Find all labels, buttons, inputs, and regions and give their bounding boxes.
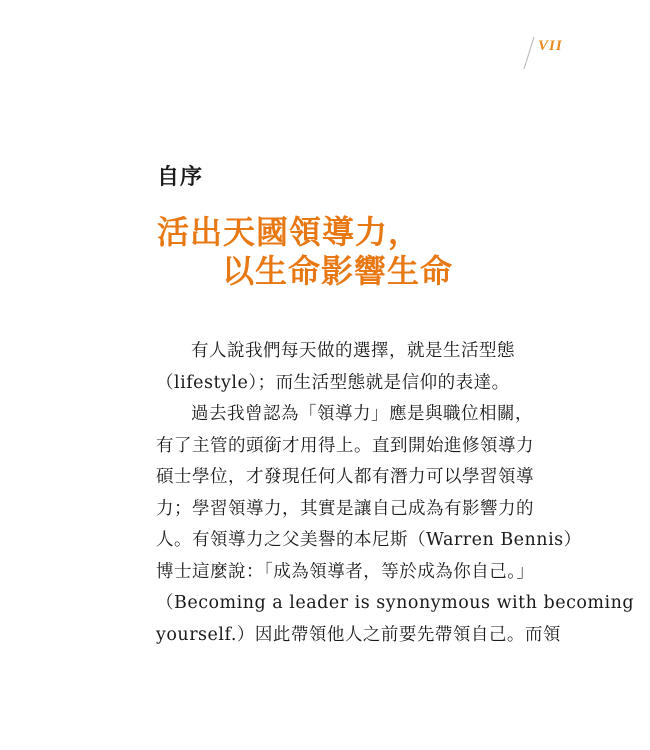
body-text (156, 336, 635, 651)
body-line: 過去我曾認為「領導力」應是與職位相關， (191, 404, 533, 424)
page-number-divider (523, 36, 535, 70)
body-line: （Becoming a leader is synonymous with becoming (156, 593, 635, 613)
chapter-title-line-1: 活出天國領導力， (157, 213, 422, 251)
body-line: yourself.）因此帶領他人之前要先帶領自己。而領 (156, 624, 561, 645)
chapter-title-line-2: 以生命影響生命 (222, 252, 454, 290)
page-number: VII (538, 38, 563, 54)
section-label: 自序 (157, 165, 204, 190)
body-line: （lifestyle）；而生活型態就是信仰的表達。 (156, 372, 510, 393)
body-line: 有了主管的頭銜才用得上。直到開始進修領導力 (156, 435, 534, 456)
body-line: 力；學習領導力，其實是讓自己成為有影響力的 (156, 498, 534, 519)
body-line: 人。有領導力之父美譽的本尼斯（Warren Bennis） (156, 530, 582, 550)
body-line: 碩士學位，才發現任何人都有潛力可以學習領導 (156, 467, 534, 487)
body-line: 博士這麼說：「成為領導者，等於成為你自己。」 (156, 561, 535, 582)
body-line: 有人說我們每天做的選擇，就是生活型態 (191, 341, 515, 361)
